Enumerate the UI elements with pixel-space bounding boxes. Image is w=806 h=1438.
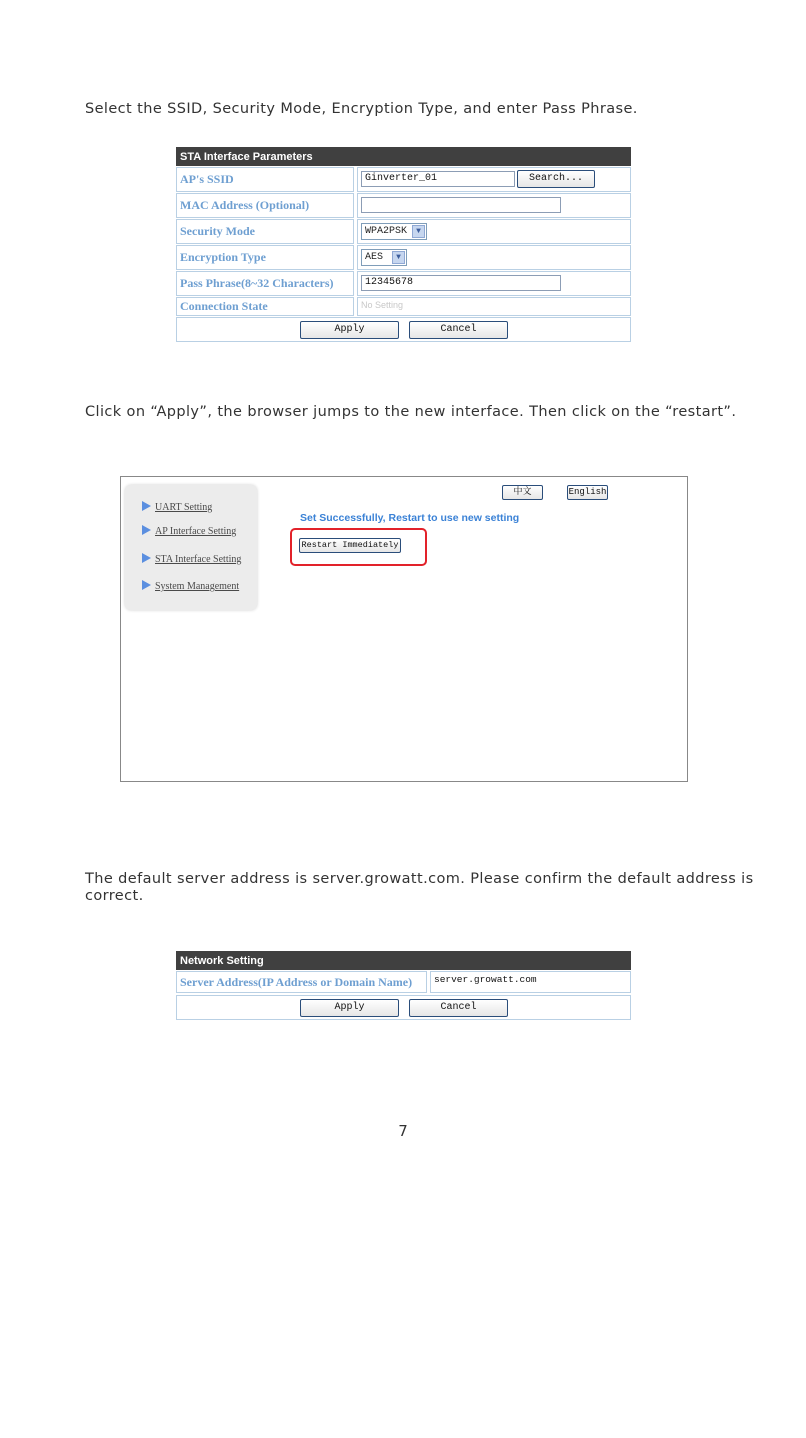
arrow-right-icon: [142, 501, 151, 511]
encryption-row: [176, 245, 631, 270]
menu-item-ap-interface[interactable]: [142, 525, 236, 537]
arrow-right-icon: [142, 580, 151, 590]
menu-item-system-management[interactable]: [142, 580, 239, 592]
instruction-step1: Select the SSID, Security Mode, Encryption Type, and enter Pass Phrase.: [85, 101, 638, 117]
restart-immediately-button[interactable]: Restart Immediately: [299, 538, 401, 553]
mac-row: [176, 193, 631, 218]
connection-state-value: No Setting: [361, 300, 404, 310]
apply-button[interactable]: Apply: [300, 999, 399, 1017]
server-address-label: Server Address(IP Address or Domain Name): [176, 971, 427, 993]
ssid-row: [176, 167, 631, 192]
security-label: Security Mode: [176, 219, 354, 244]
chevron-down-icon: ▼: [412, 225, 425, 238]
network-button-row: [176, 995, 631, 1020]
state-row: [176, 297, 631, 316]
instruction-step3: The default server address is server.growatt.com. Please confirm the default address is correct.: [85, 871, 754, 904]
arrow-right-icon: [142, 553, 151, 563]
sta-interface-panel: [176, 147, 631, 342]
chevron-down-icon: ▼: [392, 251, 405, 264]
network-setting-panel: [176, 951, 631, 1020]
ssid-label: AP's SSID: [176, 167, 354, 192]
arrow-right-icon: [142, 525, 151, 535]
security-mode-value: WPA2PSK: [365, 226, 408, 237]
security-mode-select[interactable]: [361, 223, 427, 240]
search-button[interactable]: Search...: [517, 170, 595, 188]
menu-item-label: System Management: [155, 581, 240, 592]
instruction-step2: Click on “Apply”, the browser jumps to the new interface. Then click on the “restart”.: [85, 404, 737, 420]
english-language-button[interactable]: English: [567, 485, 608, 500]
pass-phrase-input[interactable]: 12345678: [361, 275, 561, 291]
sta-button-row: [176, 317, 631, 342]
menu-item-label: AP Interface Setting: [155, 526, 237, 537]
panel-title: Network Setting: [176, 951, 631, 970]
menu-item-label: STA Interface Setting: [155, 554, 242, 565]
apply-button[interactable]: Apply: [300, 321, 399, 339]
side-menu: [125, 485, 257, 610]
encryption-label: Encryption Type: [176, 245, 354, 270]
server-row: [176, 971, 631, 993]
restart-screenshot: [120, 476, 688, 782]
cancel-button[interactable]: Cancel: [409, 321, 508, 339]
state-label: Connection State: [176, 297, 354, 316]
mac-input[interactable]: [361, 197, 561, 213]
encryption-type-select[interactable]: [361, 249, 407, 266]
ssid-input[interactable]: Ginverter_01: [361, 171, 515, 187]
mac-label: MAC Address (Optional): [176, 193, 354, 218]
page-number: 7: [398, 1122, 408, 1140]
encryption-type-value: AES: [365, 252, 384, 263]
pass-row: [176, 271, 631, 296]
security-row: [176, 219, 631, 244]
panel-title: STA Interface Parameters: [176, 147, 631, 166]
chinese-language-button[interactable]: 中文: [502, 485, 543, 500]
menu-item-uart-setting[interactable]: [142, 501, 212, 513]
success-message: Set Successfully, Restart to use new setting: [300, 512, 520, 524]
pass-label: Pass Phrase(8~32 Characters): [176, 271, 354, 296]
menu-item-label: UART Setting: [155, 502, 213, 513]
cancel-button[interactable]: Cancel: [409, 999, 508, 1017]
server-address-input[interactable]: server.growatt.com: [434, 974, 537, 985]
menu-item-sta-interface[interactable]: [142, 553, 241, 565]
